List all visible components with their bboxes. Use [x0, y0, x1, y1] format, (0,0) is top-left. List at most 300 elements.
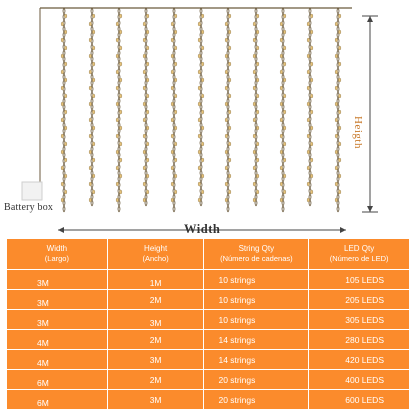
led-bulb	[171, 102, 174, 106]
led-bulb	[146, 190, 149, 194]
led-bulb	[201, 94, 204, 98]
led-bulb	[92, 110, 95, 114]
led-bulb	[338, 190, 341, 194]
led-bulb	[146, 110, 149, 114]
led-bulb	[338, 62, 341, 66]
led-bulb	[283, 174, 286, 178]
led-bulb	[146, 142, 149, 146]
led-bulb	[201, 46, 204, 50]
led-bulb	[146, 174, 149, 178]
led-bulb	[89, 86, 92, 90]
led-bulb	[89, 102, 92, 106]
led-bulb	[92, 94, 95, 98]
led-bulb	[256, 158, 259, 162]
led-bulb	[280, 54, 283, 58]
led-bulb	[253, 22, 256, 26]
led-bulb	[92, 62, 95, 66]
led-bulb	[174, 126, 177, 130]
strand-wire	[91, 8, 92, 206]
led-bulb	[119, 158, 122, 162]
led-bulb	[256, 78, 259, 82]
led-bulb	[201, 78, 204, 82]
cell-height: 2M	[107, 370, 204, 390]
led-bulb	[174, 46, 177, 50]
led-bulb	[174, 158, 177, 162]
led-bulb	[146, 30, 149, 34]
led-bulb	[283, 190, 286, 194]
height-dimension-arrow	[362, 16, 378, 212]
led-bulb	[174, 78, 177, 82]
led-bulb	[280, 38, 283, 42]
led-bulb	[143, 198, 146, 202]
led-bulb	[225, 38, 228, 42]
led-bulb	[143, 150, 146, 154]
led-bulb	[89, 198, 92, 202]
cell-strings: 10 strings	[204, 290, 309, 310]
header-string-qty-main: String Qty	[238, 244, 275, 253]
table-row	[7, 270, 410, 290]
led-bulb	[119, 142, 122, 146]
led-bulb	[146, 158, 149, 162]
led-bulb	[201, 126, 204, 130]
led-bulb	[64, 78, 67, 82]
led-bulb	[280, 70, 283, 74]
top-wire	[40, 8, 352, 182]
led-bulb	[225, 150, 228, 154]
led-bulb	[171, 70, 174, 74]
led-bulb	[253, 118, 256, 122]
led-bulb	[307, 38, 310, 42]
led-bulb	[198, 22, 201, 26]
led-bulb	[171, 118, 174, 122]
light-strand	[307, 8, 313, 206]
light-strand	[116, 8, 122, 212]
led-bulb	[310, 78, 313, 82]
led-bulb	[335, 70, 338, 74]
battery-box-group	[22, 182, 42, 200]
led-bulb	[225, 70, 228, 74]
led-bulb	[143, 134, 146, 138]
led-bulb	[89, 54, 92, 58]
led-bulb	[64, 190, 67, 194]
cell-strings: 20 strings	[204, 390, 309, 410]
led-bulb	[253, 182, 256, 186]
cell-strings: 14 strings	[204, 330, 309, 350]
width-arrow-head-left	[58, 227, 64, 233]
light-strand	[198, 8, 204, 206]
cell-leds: 305 LEDS	[309, 310, 410, 330]
led-bulb	[174, 142, 177, 146]
led-bulb	[116, 22, 119, 26]
led-bulb	[307, 134, 310, 138]
led-bulb	[201, 110, 204, 114]
led-bulb	[280, 198, 283, 202]
led-bulb	[146, 78, 149, 82]
battery-box	[22, 182, 42, 200]
header-led-qty-sub: (Número de LED)	[329, 254, 389, 263]
cell-width: 3M	[7, 290, 108, 310]
led-bulb	[253, 198, 256, 202]
led-bulb	[280, 86, 283, 90]
header-string-qty-sub: (Número de cadenas)	[220, 254, 293, 263]
led-bulb	[143, 70, 146, 74]
led-bulb	[253, 134, 256, 138]
led-bulb	[61, 118, 64, 122]
led-bulb	[201, 142, 204, 146]
led-bulb	[146, 14, 149, 18]
led-bulb	[119, 126, 122, 130]
led-bulb	[225, 22, 228, 26]
led-bulb	[64, 158, 67, 162]
led-bulb	[256, 94, 259, 98]
led-bulb	[335, 86, 338, 90]
led-bulb	[310, 30, 313, 34]
led-bulb	[61, 22, 64, 26]
led-bulb	[92, 174, 95, 178]
led-bulb	[143, 86, 146, 90]
header-led-qty	[309, 239, 410, 270]
led-bulb	[307, 86, 310, 90]
led-bulb	[64, 46, 67, 50]
strand-wire	[255, 8, 256, 206]
led-bulb	[256, 174, 259, 178]
led-bulb	[280, 102, 283, 106]
led-bulb	[310, 190, 313, 194]
led-bulb	[116, 150, 119, 154]
led-bulb	[310, 62, 313, 66]
table-row	[7, 290, 410, 310]
led-bulb	[283, 158, 286, 162]
led-bulb	[171, 134, 174, 138]
led-bulb	[253, 38, 256, 42]
led-bulb	[119, 46, 122, 50]
led-bulb	[307, 150, 310, 154]
led-bulb	[228, 190, 231, 194]
header-string-qty	[204, 239, 309, 270]
table-row	[7, 370, 410, 390]
led-bulb	[335, 38, 338, 42]
led-bulb	[201, 174, 204, 178]
led-bulb	[146, 62, 149, 66]
led-bulb	[198, 54, 201, 58]
led-bulb	[310, 110, 313, 114]
led-bulb	[335, 54, 338, 58]
cell-height: 3M	[107, 310, 204, 330]
led-bulb	[119, 190, 122, 194]
led-bulb	[64, 30, 67, 34]
led-bulb	[280, 150, 283, 154]
led-bulb	[283, 14, 286, 18]
led-bulb	[143, 54, 146, 58]
led-bulb	[171, 166, 174, 170]
led-bulb	[335, 166, 338, 170]
led-bulb	[174, 30, 177, 34]
led-bulb	[228, 158, 231, 162]
led-bulb	[174, 62, 177, 66]
table-row	[7, 330, 410, 350]
light-strand	[61, 8, 67, 212]
header-height	[107, 239, 204, 270]
led-bulb	[92, 158, 95, 162]
led-bulb	[280, 182, 283, 186]
header-height-sub: (Ancho)	[142, 254, 169, 263]
cell-height: 3M	[107, 390, 204, 410]
led-bulb	[116, 134, 119, 138]
led-bulb	[61, 150, 64, 154]
led-bulb	[201, 62, 204, 66]
header-width	[7, 239, 108, 270]
led-bulb	[256, 30, 259, 34]
led-bulb	[61, 134, 64, 138]
cell-width: 6M	[7, 370, 108, 390]
led-bulb	[256, 14, 259, 18]
led-bulb	[256, 46, 259, 50]
led-bulb	[143, 166, 146, 170]
led-bulb	[283, 110, 286, 114]
light-strand	[253, 8, 259, 206]
led-bulb	[283, 46, 286, 50]
led-bulb	[307, 198, 310, 202]
cell-width: 4M	[7, 330, 108, 350]
led-bulb	[225, 134, 228, 138]
strand-wire	[200, 8, 201, 206]
led-bulb	[61, 198, 64, 202]
led-bulb	[225, 86, 228, 90]
led-bulb	[307, 22, 310, 26]
light-strand	[225, 8, 231, 212]
led-bulb	[64, 62, 67, 66]
led-bulb	[307, 102, 310, 106]
led-bulb	[338, 126, 341, 130]
led-bulb	[171, 54, 174, 58]
led-bulb	[116, 198, 119, 202]
led-bulb	[119, 30, 122, 34]
led-bulb	[338, 30, 341, 34]
led-bulb	[225, 54, 228, 58]
led-bulb	[228, 46, 231, 50]
led-bulb	[335, 22, 338, 26]
led-bulb	[253, 150, 256, 154]
cell-width: 3M	[7, 270, 108, 290]
led-bulb	[280, 118, 283, 122]
led-bulb	[92, 142, 95, 146]
led-bulb	[253, 54, 256, 58]
led-bulb	[116, 70, 119, 74]
table-row	[7, 350, 410, 370]
led-bulb	[61, 86, 64, 90]
led-bulb	[256, 110, 259, 114]
led-bulb	[61, 102, 64, 106]
table-header-row	[7, 239, 410, 270]
led-bulb	[201, 190, 204, 194]
cell-leds: 600 LEDS	[309, 390, 410, 410]
led-bulb	[201, 14, 204, 18]
led-bulb	[310, 46, 313, 50]
led-bulb	[174, 110, 177, 114]
led-bulb	[174, 174, 177, 178]
led-bulb	[338, 46, 341, 50]
cell-strings: 14 strings	[204, 350, 309, 370]
led-bulb	[335, 118, 338, 122]
led-bulb	[89, 38, 92, 42]
cell-leds: 205 LEDS	[309, 290, 410, 310]
cell-height: 3M	[107, 350, 204, 370]
led-bulb	[335, 134, 338, 138]
led-bulb	[283, 30, 286, 34]
led-bulb	[283, 78, 286, 82]
led-bulb	[256, 62, 259, 66]
led-bulb	[228, 94, 231, 98]
led-bulb	[116, 102, 119, 106]
led-bulb	[335, 102, 338, 106]
led-bulb	[198, 38, 201, 42]
led-bulb	[92, 78, 95, 82]
led-bulb	[228, 30, 231, 34]
led-bulb	[174, 190, 177, 194]
led-bulb	[64, 110, 67, 114]
led-bulb	[92, 126, 95, 130]
size-spec-table	[6, 238, 410, 410]
led-bulb	[116, 118, 119, 122]
led-bulb	[310, 158, 313, 162]
led-bulb	[228, 14, 231, 18]
led-bulb	[225, 166, 228, 170]
led-bulb	[338, 110, 341, 114]
led-bulb	[310, 142, 313, 146]
cell-height: 2M	[107, 330, 204, 350]
led-bulb	[256, 142, 259, 146]
led-bulb	[283, 126, 286, 130]
led-bulb	[89, 134, 92, 138]
light-strand	[143, 8, 149, 206]
led-bulb	[280, 134, 283, 138]
led-bulb	[198, 182, 201, 186]
led-bulb	[198, 70, 201, 74]
led-bulb	[61, 182, 64, 186]
light-strand	[89, 8, 95, 206]
led-bulb	[92, 190, 95, 194]
height-arrow-head-bottom	[367, 206, 373, 212]
led-bulb	[335, 150, 338, 154]
led-bulb	[283, 142, 286, 146]
led-bulb	[64, 126, 67, 130]
led-bulb	[198, 198, 201, 202]
led-bulb	[116, 166, 119, 170]
led-bulb	[89, 150, 92, 154]
led-bulb	[171, 38, 174, 42]
led-bulb	[338, 158, 341, 162]
cell-leds: 400 LEDS	[309, 370, 410, 390]
led-bulb	[119, 110, 122, 114]
led-bulb	[201, 158, 204, 162]
cell-leds: 280 LEDS	[309, 330, 410, 350]
light-strands	[61, 8, 341, 212]
led-bulb	[256, 126, 259, 130]
led-bulb	[225, 118, 228, 122]
led-bulb	[171, 22, 174, 26]
led-bulb	[171, 150, 174, 154]
led-bulb	[280, 166, 283, 170]
led-bulb	[64, 94, 67, 98]
led-bulb	[64, 142, 67, 146]
led-bulb	[198, 150, 201, 154]
led-bulb	[228, 62, 231, 66]
led-bulb	[283, 94, 286, 98]
led-bulb	[310, 94, 313, 98]
led-bulb	[61, 54, 64, 58]
led-bulb	[146, 126, 149, 130]
led-bulb	[143, 182, 146, 186]
led-bulb	[310, 14, 313, 18]
led-bulb	[64, 14, 67, 18]
led-bulb	[225, 102, 228, 106]
led-bulb	[228, 110, 231, 114]
led-bulb	[338, 94, 341, 98]
height-label: Heigth	[352, 116, 364, 149]
led-bulb	[307, 118, 310, 122]
led-bulb	[174, 94, 177, 98]
table-row	[7, 310, 410, 330]
header-width-main: Width	[46, 244, 68, 253]
led-bulb	[283, 62, 286, 66]
battery-box-label: Battery box	[4, 202, 54, 213]
cell-height: 1M	[107, 270, 204, 290]
height-arrow-head-top	[367, 16, 373, 22]
led-bulb	[198, 86, 201, 90]
led-bulb	[61, 166, 64, 170]
led-bulb	[119, 62, 122, 66]
led-bulb	[89, 166, 92, 170]
led-bulb	[146, 94, 149, 98]
led-bulb	[253, 166, 256, 170]
width-arrow-head-right	[340, 227, 346, 233]
led-bulb	[201, 30, 204, 34]
led-bulb	[228, 142, 231, 146]
led-bulb	[307, 70, 310, 74]
led-bulb	[225, 198, 228, 202]
cell-leds: 105 LEDS	[309, 270, 410, 290]
led-bulb	[143, 38, 146, 42]
header-height-main: Height	[144, 244, 168, 253]
light-strand	[335, 8, 341, 212]
strand-wire	[309, 8, 310, 206]
led-bulb	[143, 22, 146, 26]
led-bulb	[307, 54, 310, 58]
led-bulb	[64, 174, 67, 178]
led-bulb	[92, 30, 95, 34]
led-bulb	[89, 182, 92, 186]
light-strand	[171, 8, 177, 212]
led-bulb	[92, 46, 95, 50]
cell-width: 3M	[7, 310, 108, 330]
led-bulb	[119, 94, 122, 98]
led-bulb	[310, 126, 313, 130]
led-bulb	[253, 102, 256, 106]
led-bulb	[307, 182, 310, 186]
led-bulb	[335, 182, 338, 186]
led-bulb	[228, 174, 231, 178]
header-width-sub: (Largo)	[44, 254, 69, 263]
led-bulb	[198, 102, 201, 106]
led-bulb	[116, 54, 119, 58]
cell-height: 2M	[107, 290, 204, 310]
width-label: Width	[184, 222, 221, 236]
led-bulb	[116, 38, 119, 42]
cell-strings: 10 strings	[204, 270, 309, 290]
cell-width: 6M	[7, 390, 108, 410]
led-bulb	[171, 198, 174, 202]
led-bulb	[92, 14, 95, 18]
